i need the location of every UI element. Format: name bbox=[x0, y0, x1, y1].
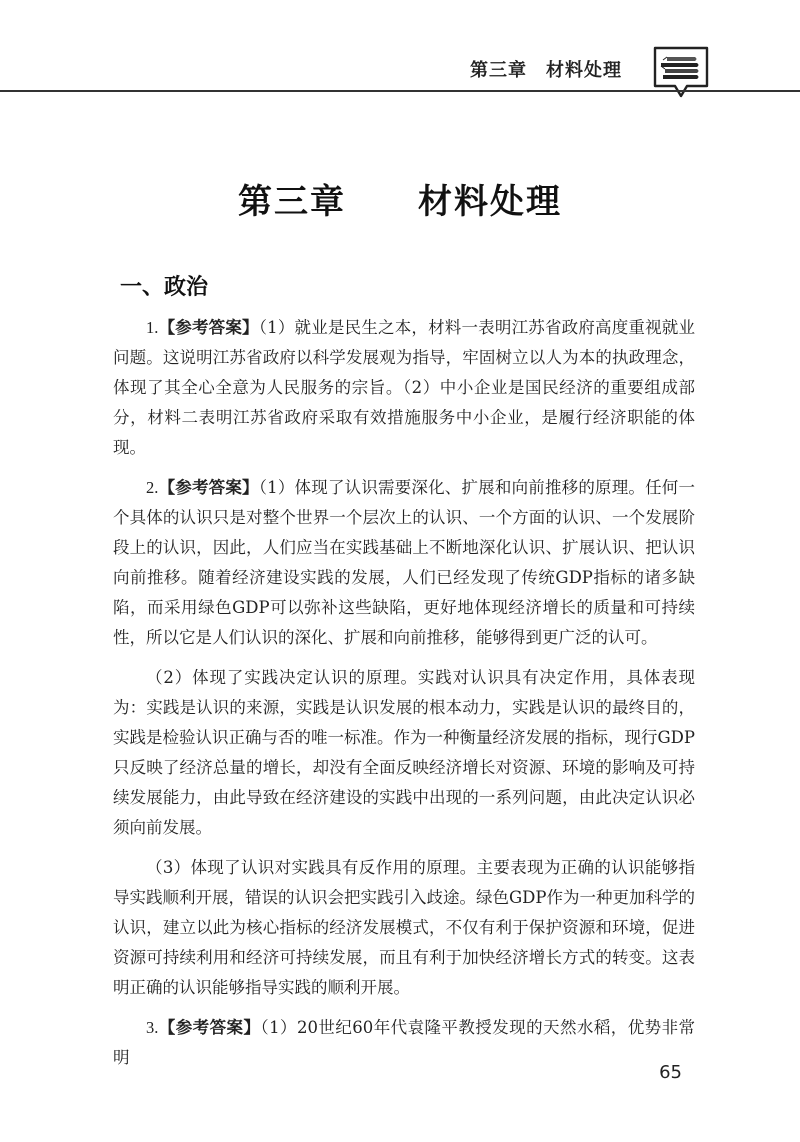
answer-text: （1）就业是民生之本，材料一表明江苏省政府高度重视就业问题。这说明江苏省政府以科学发展观为指导，牢固树立以人为本的执政理念，体现了其全心全意为人民服务的宗旨。（2）中小企业是国民经济的重要组成部分，材料二表明江苏省政府采取有效措施服务中小企业，是履行经济职能的体现。 bbox=[113, 318, 696, 457]
header-rule bbox=[0, 90, 800, 92]
answer-text: （1）体现了认识需要深化、扩展和向前推移的原理。任何一个具体的认识只是对整个世界一个层次上的认识、一个方面的认识、一个发展阶段上的认识，因此，人们应当在实践基础上不断地深化认识、扩展认识、把认识向前推移。随着经济建设实践的发展，人们已经发现了传统GDP指标的诸多缺陷，而采用绿色GDP可以弥补这些缺陷，更好地体现经济增长的质量和可持续性，所以它是人们认识的深化、扩展和向前推移，能够得到更广泛的认可。 bbox=[113, 478, 696, 647]
answer-text: （1）20世纪60年代袁隆平教授发现的天然水稻，优势非常明 bbox=[113, 1018, 696, 1067]
answer-label: 【参考答案】 bbox=[158, 478, 259, 497]
answer-label: 【参考答案】 bbox=[158, 1018, 261, 1037]
answer-text: （3）体现了认识对实践具有反作用的原理。主要表现为正确的认识能够指导实践顺利开展，错误的认识会把实践引入歧途。绿色GDP作为一种更加科学的认识，建立以此为核心指标的经济发展模式，不仅有利于保护资源和环境，促进资源可持续利用和经济可持续发展，而且有利于加快经济增长方式的转变。这表明正确的认识能够指导实践的顺利开展。 bbox=[113, 858, 696, 997]
answer-content bbox=[113, 313, 695, 1083]
question-number: 1. bbox=[146, 318, 159, 337]
running-header-title: 第三章 材料处理 bbox=[470, 60, 622, 81]
answer-paragraph-5 bbox=[113, 1013, 695, 1073]
chapter-title: 第三章 材料处理 bbox=[238, 182, 562, 222]
stacked-books-icon bbox=[651, 44, 711, 102]
answer-paragraph-3 bbox=[113, 663, 695, 843]
answer-paragraph-4 bbox=[113, 853, 695, 1003]
answer-paragraph-2 bbox=[113, 473, 695, 653]
page-number: 65 bbox=[659, 1062, 682, 1083]
question-number: 2. bbox=[146, 478, 159, 497]
section-title: 一、政治 bbox=[120, 275, 209, 300]
answer-label: 【参考答案】 bbox=[158, 318, 259, 337]
answer-text: （2）体现了实践决定认识的原理。实践对认识具有决定作用，具体表现为：实践是认识的来源，实践是认识发展的根本动力，实践是认识的最终目的，实践是检验认识正确与否的唯一标准。作为一种衡量经济发展的指标，现行GDP只反映了经济总量的增长，却没有全面反映经济增长对资源、环境的影响及可持续发展能力，由此导致在经济建设的实践中出现的一系列问题，由此决定认识必须向前发展。 bbox=[113, 668, 696, 837]
question-number: 3. bbox=[146, 1018, 159, 1037]
answer-paragraph-1 bbox=[113, 313, 695, 463]
